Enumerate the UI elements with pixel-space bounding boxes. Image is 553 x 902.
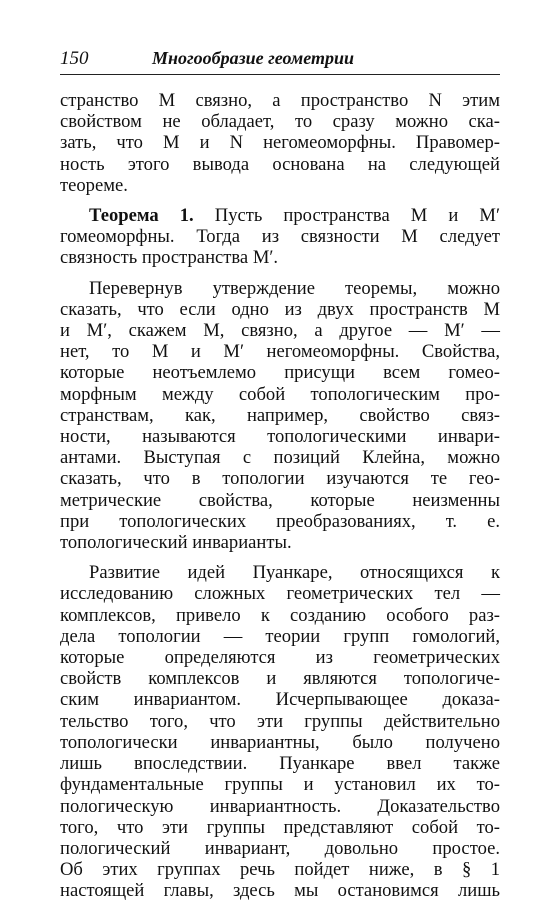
text-line: настоящей главы, здесь мы остановимся лишь (60, 880, 500, 902)
text-line: сказать, что в топологии изучаются те гео- (60, 468, 500, 490)
text-line: свойством не обладает, то сразу можно ска- (60, 111, 500, 133)
text-line: ность этого вывода основана на следующей (60, 153, 500, 175)
text-line: топологически инвариантны, было получено (60, 731, 500, 753)
text-line: исследованию сложных геометрических тел — (60, 583, 500, 605)
text-line: связность пространства M′. (60, 247, 279, 269)
text-line: ским инвариантом. Исчерпывающее доказа- (60, 689, 500, 711)
text-line: свойств комплексов и являются топологиче- (60, 668, 500, 690)
text-line: топологический инварианты. (60, 532, 292, 554)
text-line: пологическую инвариантность. Доказательство (60, 795, 500, 817)
text-line: и M′, скажем M, связно, а другое — M′ — (60, 320, 500, 342)
theorem-label: Теорема 1. (89, 205, 194, 227)
text-line: фундаментальные группы и установил их то- (60, 774, 500, 796)
text-line: гомеоморфны. Тогда из связности M следует (60, 226, 500, 248)
text-line: дела топологии — теории групп гомологий, (60, 625, 500, 647)
text-line: которые неотъемлемо присущи всем гомео- (60, 362, 500, 384)
page-number: 150 (60, 48, 89, 69)
text-line: того, что эти группы представляют собой то- (60, 816, 500, 838)
text-line: тельство того, что эти группы действительно (60, 710, 500, 732)
text-line: странствам, как, например, свойство связ- (60, 404, 500, 426)
text-line: антами. Выступая с позиций Клейна, можно (60, 447, 500, 469)
text-line: при топологических преобразованиях, т. е. (60, 510, 500, 532)
text-line: теореме. (60, 174, 128, 196)
text-line: Развитие идей Пуанкаре, относящихся к (89, 562, 500, 584)
text-line: морфным между собой топологическим про- (60, 383, 500, 405)
running-title: Многообразие геометрии (152, 48, 354, 68)
text-line: пологический инвариант, довольно простое. (60, 837, 500, 859)
text-line: которые определяются из геометрических (60, 647, 500, 669)
text-line: Об этих группах речь пойдет ниже, в § 1 (60, 859, 500, 881)
page-header (60, 44, 500, 75)
text-line: ности, называются топологическими инвари- (60, 426, 500, 448)
body-text (60, 90, 500, 902)
text-line: метрические свойства, которые неизменны (60, 489, 500, 511)
text-line: сказать, что если одно из двух пространств M (60, 298, 500, 320)
text-line: Перевернув утверждение теоремы, можно (89, 277, 500, 299)
text-line: странство M связно, а пространство N этим (60, 90, 500, 111)
text-line: зать, что M и N негомеоморфны. Правомер- (60, 132, 500, 154)
theorem-line (60, 205, 500, 226)
theorem-text: Пусть пространства M и M′ (193, 205, 501, 227)
text-line: комплексов, привело к созданию особого раз- (60, 604, 500, 626)
text-line: лишь впоследствии. Пуанкаре ввел также (60, 753, 500, 775)
text-line: нет, то M и M′ негомеоморфны. Свойства, (60, 341, 500, 363)
